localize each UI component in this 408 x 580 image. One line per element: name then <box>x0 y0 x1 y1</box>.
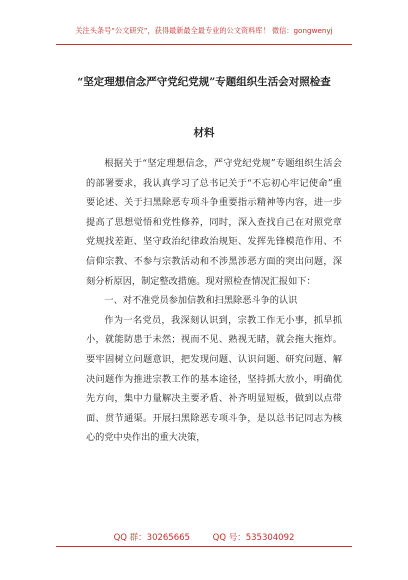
qq-number-text: QQ 号：535304092 <box>212 533 295 543</box>
contact-footer <box>0 531 408 543</box>
paragraph-section-one: 作为一名党员，我深刻认识到，宗教工作无小事，抓早抓小，就能防患于未然；视而不见、熟视无睹，就会拖大拖炸。要牢固树立问题意识，把发现问题、认识问题、研究问题、解决问题作为推进宗教工作的基本途径，坚持抓大放小，明确优先方向，集中力量解决主要矛盾、补齐明显短板，做到以点带面、贯节通渠。开展扫黑除恶专项斗争，是以总书记同志为核心的党中央作出的重大决策， <box>86 314 342 444</box>
document-body <box>86 154 342 448</box>
document-title: “坚定理想信念严守党纪党规”专题组织生活会对照检查 <box>77 76 331 88</box>
section-heading: 一、对不准党员参加信教和扫黑除恶斗争的认识 <box>104 295 298 307</box>
paragraph-intro: 根据关于“坚定理想信念，严守党纪党规”专题组织生活会的部署要求，我认真学习了总书记关于“不忘初心牢记使命”重要论述、关于扫黑除恶专项斗争重要指示精神等内容，进一步提高了思想觉悟和党性修养，同时，深入查找自己在对照党章党规找差距、坚守政治纪律政治规矩、发挥先锋模范作用、不信仰宗教、不参与宗教活动和不涉黑涉恶方面的突出问题，深刻分析原因，制定整改措施。现对照检查情况汇报如下： <box>86 158 342 287</box>
document-subtitle: 材料 <box>193 127 215 139</box>
qq-group-text: QQ 群：30265665 <box>113 533 190 543</box>
promo-header: 关注头条号“公文研究”，获得最新最全最专业的公文资料库！ 微信：gongwenyj <box>75 26 333 35</box>
footer-divider <box>56 546 352 547</box>
header-divider <box>56 44 352 45</box>
